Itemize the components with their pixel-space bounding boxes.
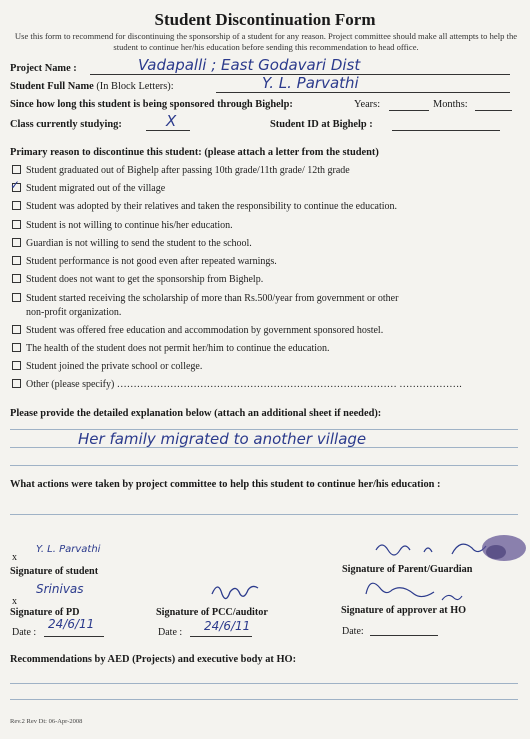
student-signature-label: Signature of student (10, 566, 99, 577)
reason-item[interactable]: Student started receiving the scholarship of more than Rs.500/year from government or other (12, 293, 398, 304)
checkbox[interactable] (12, 201, 21, 210)
reason-item[interactable]: Student does not want to get the sponsorship from Bighelp. (12, 274, 263, 285)
pcc-signature-mark (208, 578, 268, 606)
checkbox[interactable] (12, 256, 21, 265)
checkbox[interactable] (12, 220, 21, 229)
ho-date-label: Date: (342, 626, 364, 637)
student-name-label: Student Full Name (In Block Letters): (10, 81, 174, 92)
reason-item-other[interactable]: Other (please specify) ………………………………………………………………………… ………………. (12, 379, 462, 390)
parent-signature-label: Signature of Parent/Guardian (342, 564, 473, 575)
checkbox-checked[interactable]: ✓ (10, 178, 21, 192)
checkbox[interactable] (12, 238, 21, 247)
student-sign-x: x (12, 552, 17, 563)
pd-date-label: Date : (12, 627, 37, 638)
checkbox[interactable] (12, 274, 21, 283)
pd-signature-field[interactable]: Srinivas (36, 582, 84, 596)
reason-item[interactable]: Student graduated out of Bighelp after passing 10th grade/11th grade/ 12th grade (12, 165, 350, 176)
pcc-signature-label: Signature of PCC/auditor (156, 607, 268, 618)
form-title: Student Discontinuation Form (154, 10, 376, 29)
checkbox[interactable] (12, 325, 21, 334)
recommendations-label: Recommendations by AED (Projects) and executive body at HO: (10, 654, 297, 665)
project-name-field[interactable]: Vadapalli ; East Godavari Dist (138, 56, 361, 74)
project-name-label: Project Name : (10, 63, 77, 74)
approver-signature-label: Signature of approver at HO (341, 605, 467, 616)
revision-footer: Rev.2 Rev Dt: 06-Apr-2008 (10, 718, 83, 725)
reason-item-continued: non-profit organization. (26, 307, 122, 318)
student-signature-field[interactable]: Y. L. Parvathi (36, 544, 101, 555)
checkbox[interactable] (12, 379, 21, 388)
student-name-field[interactable]: Y. L. Parvathi (262, 74, 359, 92)
reason-item[interactable]: Student is not willing to continue his/her education. (12, 220, 233, 231)
explanation-field[interactable]: Her family migrated to another village (78, 430, 367, 448)
pd-date-field[interactable]: 24/6/11 (48, 617, 95, 631)
checkbox[interactable] (12, 165, 21, 174)
pcc-date-label: Date : (158, 627, 183, 638)
years-label: Years: (354, 99, 381, 110)
checkbox[interactable] (12, 343, 21, 352)
reason-item[interactable]: Student was adopted by their relatives and taken the responsibility to continue the education. (12, 201, 397, 212)
student-id-label: Student ID at Bighelp : (270, 119, 373, 130)
checkbox[interactable] (12, 361, 21, 370)
checkbox[interactable] (12, 293, 21, 302)
reason-item[interactable]: Student joined the private school or college. (12, 361, 202, 372)
actions-label: What actions were taken by project committee to help this student to continue her/his education : (10, 479, 441, 490)
reason-item[interactable]: Guardian is not willing to send the student to the school. (12, 238, 252, 249)
reason-item-checked[interactable]: ✓ Student migrated out of the village (10, 178, 166, 194)
reason-item[interactable]: The health of the student does not permit her/him to continue the education. (12, 343, 330, 354)
months-label: Months: (433, 99, 468, 110)
pd-signature-label: Signature of PD (10, 607, 80, 618)
explanation-label: Please provide the detailed explanation below (attach an additional sheet if needed): (10, 408, 382, 419)
reasons-heading: Primary reason to discontinue this student: (please attach a letter from the student) (10, 147, 379, 158)
reason-item[interactable]: Student performance is not good even after repeated warnings. (12, 256, 277, 267)
reason-item[interactable]: Student was offered free education and accommodation by government sponsored hostel. (12, 325, 383, 336)
class-label: Class currently studying: (10, 119, 122, 130)
pcc-date-field[interactable]: 24/6/11 (204, 619, 251, 633)
pd-sign-x: x (12, 596, 17, 607)
since-label: Since how long this student is being sponsored through Bighelp: (10, 99, 293, 110)
form-intro: Use this form to recommend for discontinuing the sponsorship of a student for any reason. Project committee should make all attempts to help the student to continue her/his education before sending this recommendation to head office. (14, 31, 518, 52)
class-field[interactable]: X (166, 112, 177, 130)
